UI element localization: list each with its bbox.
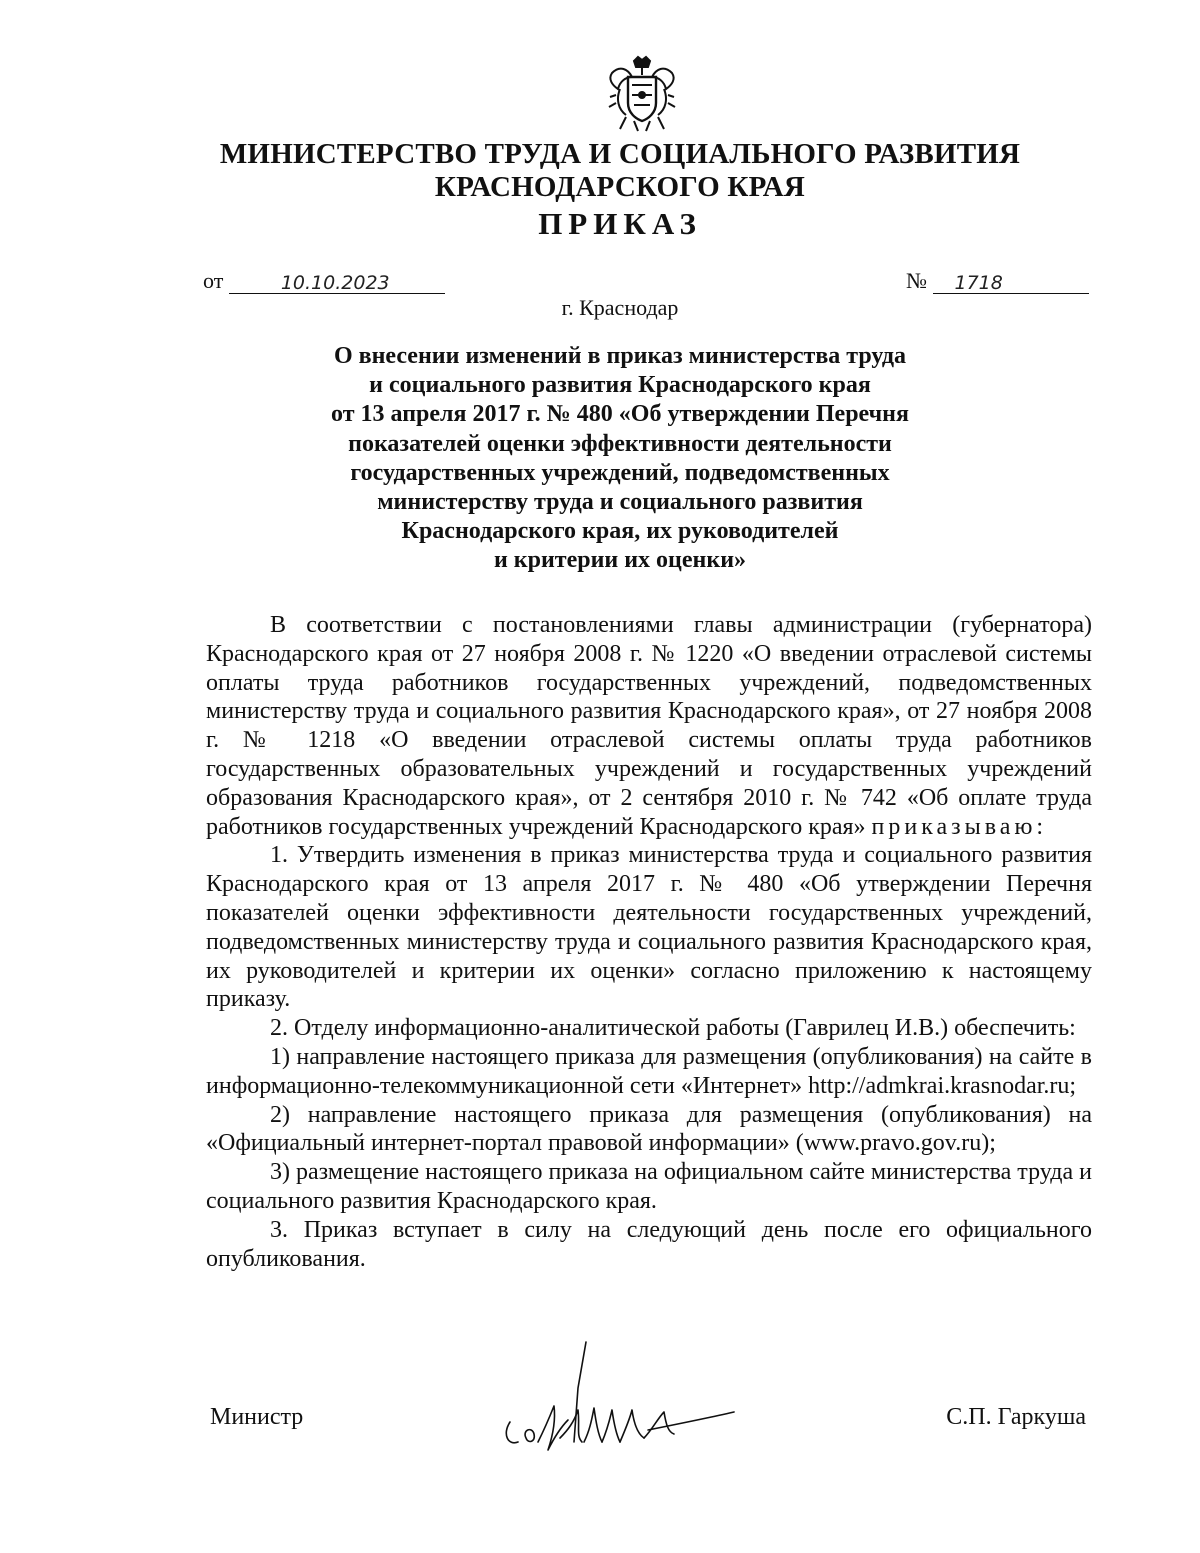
ministry-line-2: КРАСНОДАРСКОГО КРАЯ <box>434 171 806 203</box>
order-body <box>206 611 1092 1273</box>
clause-2: 2. Отделу информационно-аналитической работы (Гаврилец И.В.) обеспечить: <box>270 1015 1076 1042</box>
order-subject <box>200 342 1040 576</box>
clause-3: 3. Приказ вступает в силу на следующий день после его официального опубликования. <box>206 1216 1092 1272</box>
document-type-title: ПРИКАЗ <box>538 206 702 241</box>
subject-line: Краснодарского края, их руководителей <box>401 518 839 545</box>
clause-2-item-1: 1) направление настоящего приказа для размещения (опубликования) на сайте в информационно-телекоммуникационной сети «Интернет» http://admkrai.krasnodar.ru; <box>206 1043 1092 1099</box>
subject-line: О внесении изменений в приказ министерства труда <box>333 343 907 369</box>
subject-line: и критерии их оценки» <box>493 547 747 574</box>
city: г. Краснодар <box>561 295 679 320</box>
clause-2-item-3: 3) размещение настоящего приказа на официальном сайте министерства труда и социального развития Краснодарского края. <box>206 1159 1092 1214</box>
ministry-line-1: МИНИСТЕРСТВО ТРУДА И СОЦИАЛЬНОГО РАЗВИТИЯ <box>219 138 1021 170</box>
order-date <box>203 268 445 294</box>
date-value: 10.10.2023 <box>229 272 445 294</box>
signer-role: Министр <box>210 1404 304 1430</box>
subject-line: и социального развития Краснодарского края <box>369 372 871 399</box>
handwritten-signature <box>498 1338 748 1466</box>
signer-name: С.П. Гаркуша <box>946 1404 1086 1430</box>
date-prefix: от <box>203 268 224 293</box>
order-number <box>906 268 1089 294</box>
number-prefix: № <box>906 268 927 293</box>
coat-of-arms-icon <box>598 55 686 135</box>
preamble-text: В соответствии с постановлениями главы администрации (губернатора) Краснодарского края от 27 ноября 2008 г. № 1220 «О введении отраслевой системы оплаты труда работников государственных учреждений, подведомственных министерству труда и социального развития Краснодарского края», от 27 ноября 2008 г. № 1218 «О введении отраслевой системы оплаты труда работников государственных образовательных учреждений и государственных учреждений образования Краснодарского края», от 2 сентября 2010 г. № 742 «Об оплате труда работников государственных учреждений Краснодарского края» <box>206 612 1092 840</box>
number-value: 1718 <box>933 272 1089 294</box>
order-word: приказываю: <box>871 813 1048 840</box>
clause-2-item-2: 2) направление настоящего приказа для размещения (опубликования) на «Официальный интернет-портал правовой информации» (www.pravo.gov.ru); <box>206 1101 1092 1157</box>
ministry-name <box>200 138 1040 204</box>
subject-line: государственных учреждений, подведомственных <box>350 459 890 486</box>
preamble-paragraph <box>206 611 1092 841</box>
clause-1: 1. Утвердить изменения в приказ министерства труда и социального развития Краснодарского края от 13 апреля 2017 г. № 480 «Об утверждении Перечня показателей оценки эффективности деятельности государственных учреждений, подведомственных министерству труда и социального развития Краснодарского края, их руководителей и критерии их оценки» согласно приложению к настоящему приказу. <box>206 842 1092 1013</box>
subject-line: показателей оценки эффективности деятельности <box>348 430 892 457</box>
subject-line: министерству труда и социального развития <box>377 489 863 516</box>
subject-line: от 13 апреля 2017 г. № 480 «Об утверждении Перечня <box>331 401 909 428</box>
